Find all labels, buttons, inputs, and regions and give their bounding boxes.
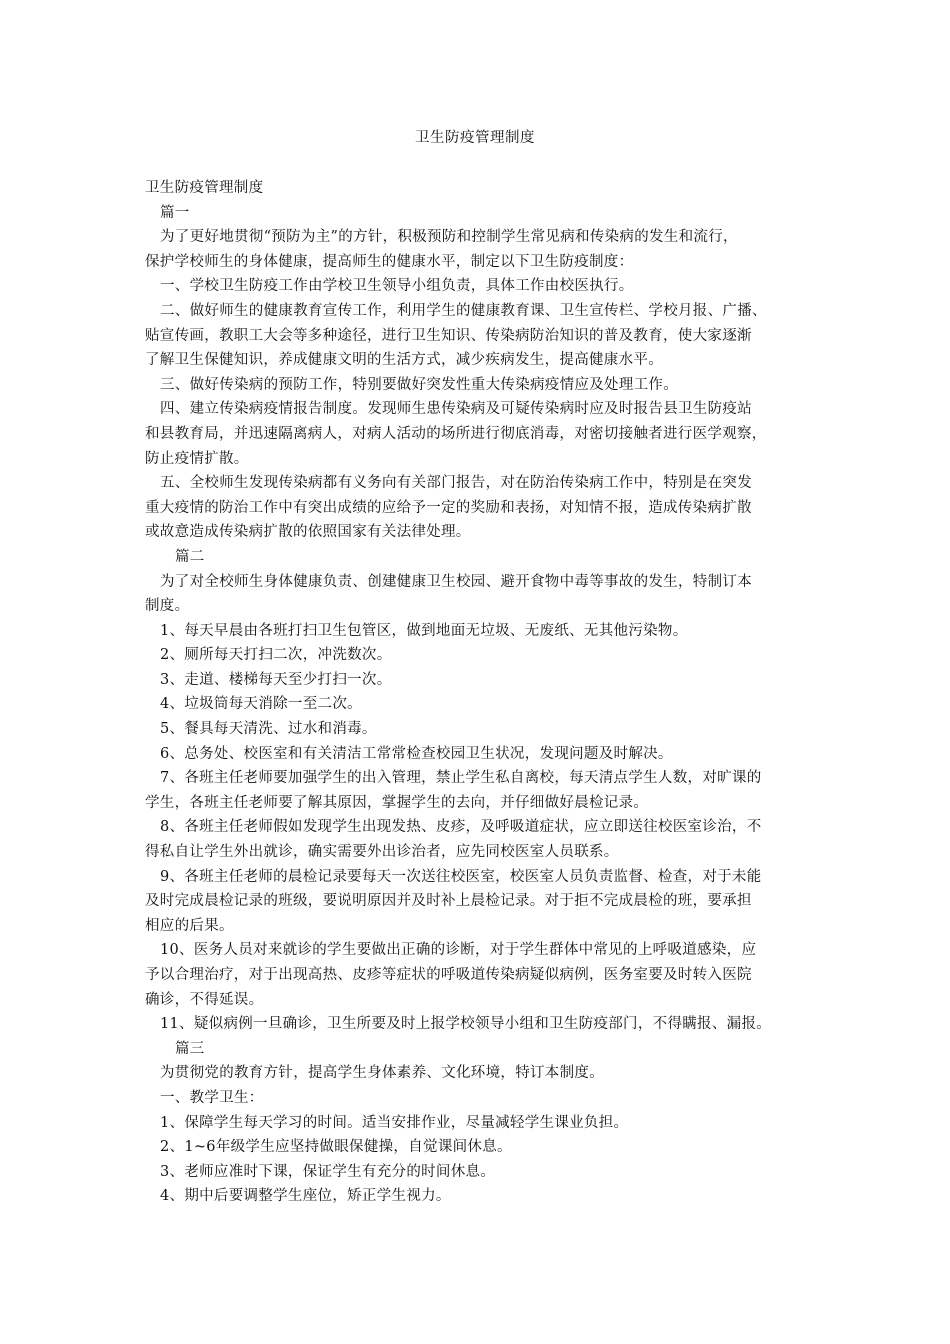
list-item: 8、各班主任老师假如发现学生出现发热、皮疹，及呼吸道症状，应立即送往校医室诊治，不: [160, 819, 762, 836]
part-heading-2: 篇二: [175, 548, 205, 565]
paragraph-line: 予以合理治疗，对于出现高热、皮疹等症状的呼吸道传染病疑似病例，医务室要及时转入医院: [145, 967, 752, 983]
paragraph-line: 为了更好地贯彻“预防为主”的方针，积极预防和控制学生常见病和传染病的发生和流行，: [160, 229, 738, 246]
paragraph-line: 三、做好传染病的预防工作，特别要做好突发性重大传染病疫情应及处理工作。: [160, 376, 678, 393]
sub-heading: 一、教学卫生：: [160, 1089, 264, 1106]
paragraph-line: 为了对全校师生身体健康负责、创建健康卫生校园、避开食物中毒等事故的发生，特制订本: [160, 573, 752, 590]
list-item: 2、厕所每天打扫二次，冲洗数次。: [160, 647, 392, 664]
list-item: 1、保障学生每天学习的时间。适当安排作业，尽量减轻学生课业负担。: [160, 1114, 629, 1131]
paragraph-line: 确诊，不得延误。: [145, 991, 264, 1008]
part-heading-1: 篇一: [160, 204, 190, 221]
list-item: 11、疑似病例一旦确诊，卫生所要及时上报学校领导小组和卫生防疫部门，不得瞒报、漏报。: [160, 1016, 772, 1033]
paragraph-line: 保护学校师生的身体健康，提高师生的健康水平，制定以下卫生防疫制度：: [145, 253, 634, 270]
list-item: 7、各班主任老师要加强学生的出入管理，禁止学生私自离校，每天清点学生人数，对旷课的: [160, 770, 762, 787]
paragraph-line: 及时完成晨检记录的班级，要说明原因并及时补上晨检记录。对于拒不完成晨检的班，要承担: [145, 893, 752, 910]
paragraph-line: 得私自让学生外出就诊，确实需要外出诊治者，应先同校医室人员联系。: [145, 844, 619, 861]
paragraph-line: 了解卫生保健知识，养成健康文明的生活方式，减少疾病发生，提高健康水平。: [145, 352, 663, 369]
list-item: 4、垃圾筒每天消除一至二次。: [160, 696, 362, 713]
list-item: 3、走道、楼梯每天至少打扫一次。: [160, 671, 392, 688]
list-item: 10、医务人员对来就诊的学生要做出正确的诊断，对于学生群体中常见的上呼吸道感染，应: [160, 942, 757, 959]
list-item: 9、各班主任老师的晨检记录要每天一次送往校医室，校医室人员负责监督、检查，对于未能: [160, 868, 762, 885]
part-heading-3: 篇三: [175, 1040, 205, 1057]
document-title: 卫生防疫管理制度: [415, 130, 535, 146]
list-item: 4、期中后要调整学生座位，矫正学生视力。: [160, 1188, 451, 1205]
paragraph-line: 四、建立传染病疫情报告制度。发现师生患传染病及可疑传染病时应及时报告县卫生防疫站: [160, 401, 752, 418]
paragraph-line: 或故意造成传染病扩散的依照国家有关法律处理。: [145, 524, 471, 541]
paragraph-line: 相应的后果。: [145, 917, 234, 934]
paragraph-line: 五、全校师生发现传染病都有义务向有关部门报告，对在防治传染病工作中，特别是在突发: [160, 475, 752, 492]
paragraph-line: 贴宣传画，教职工大会等多种途径，进行卫生知识、传染病防治知识的普及教育，使大家逐渐: [145, 327, 752, 344]
section-heading: 卫生防疫管理制度: [145, 180, 264, 196]
list-item: 3、老师应准时下课，保证学生有充分的时间休息。: [160, 1163, 496, 1180]
document-body: [145, 176, 810, 1209]
paragraph-line: 学生，各班主任老师要了解其原因，掌握学生的去向，并仔细做好晨检记录。: [145, 794, 649, 811]
paragraph-line: 防止疫情扩散。: [145, 450, 249, 467]
list-item: 6、总务处、校医室和有关清洁工常常检查校园卫生状况，发现问题及时解决。: [160, 745, 673, 762]
paragraph-line: 一、学校卫生防疫工作由学校卫生领导小组负责，具体工作由校医执行。: [160, 278, 634, 295]
list-item: 2、1~6年级学生应坚持做眼保健操，自觉课间休息。: [160, 1139, 512, 1156]
paragraph-line: 二、做好师生的健康教育宣传工作，利用学生的健康教育课、卫生宣传栏、学校月报、广播、: [160, 302, 767, 319]
paragraph-line: 和县教育局，并迅速隔离病人，对病人活动的场所进行彻底消毒，对密切接触者进行医学观察，: [145, 425, 767, 442]
paragraph-line: 为贯彻党的教育方针，提高学生身体素养、文化环境，特订本制度。: [160, 1065, 604, 1082]
paragraph-line: 制度。: [145, 598, 190, 615]
paragraph-line: 重大疫情的防治工作中有突出成绩的应给予一定的奖励和表扬，对知情不报，造成传染病扩散: [145, 499, 752, 516]
list-item: 5、餐具每天清洗、过水和消毒。: [160, 721, 377, 738]
list-item: 1、每天早晨由各班打扫卫生包管区，做到地面无垃圾、无废纸、无其他污染物。: [160, 622, 688, 639]
